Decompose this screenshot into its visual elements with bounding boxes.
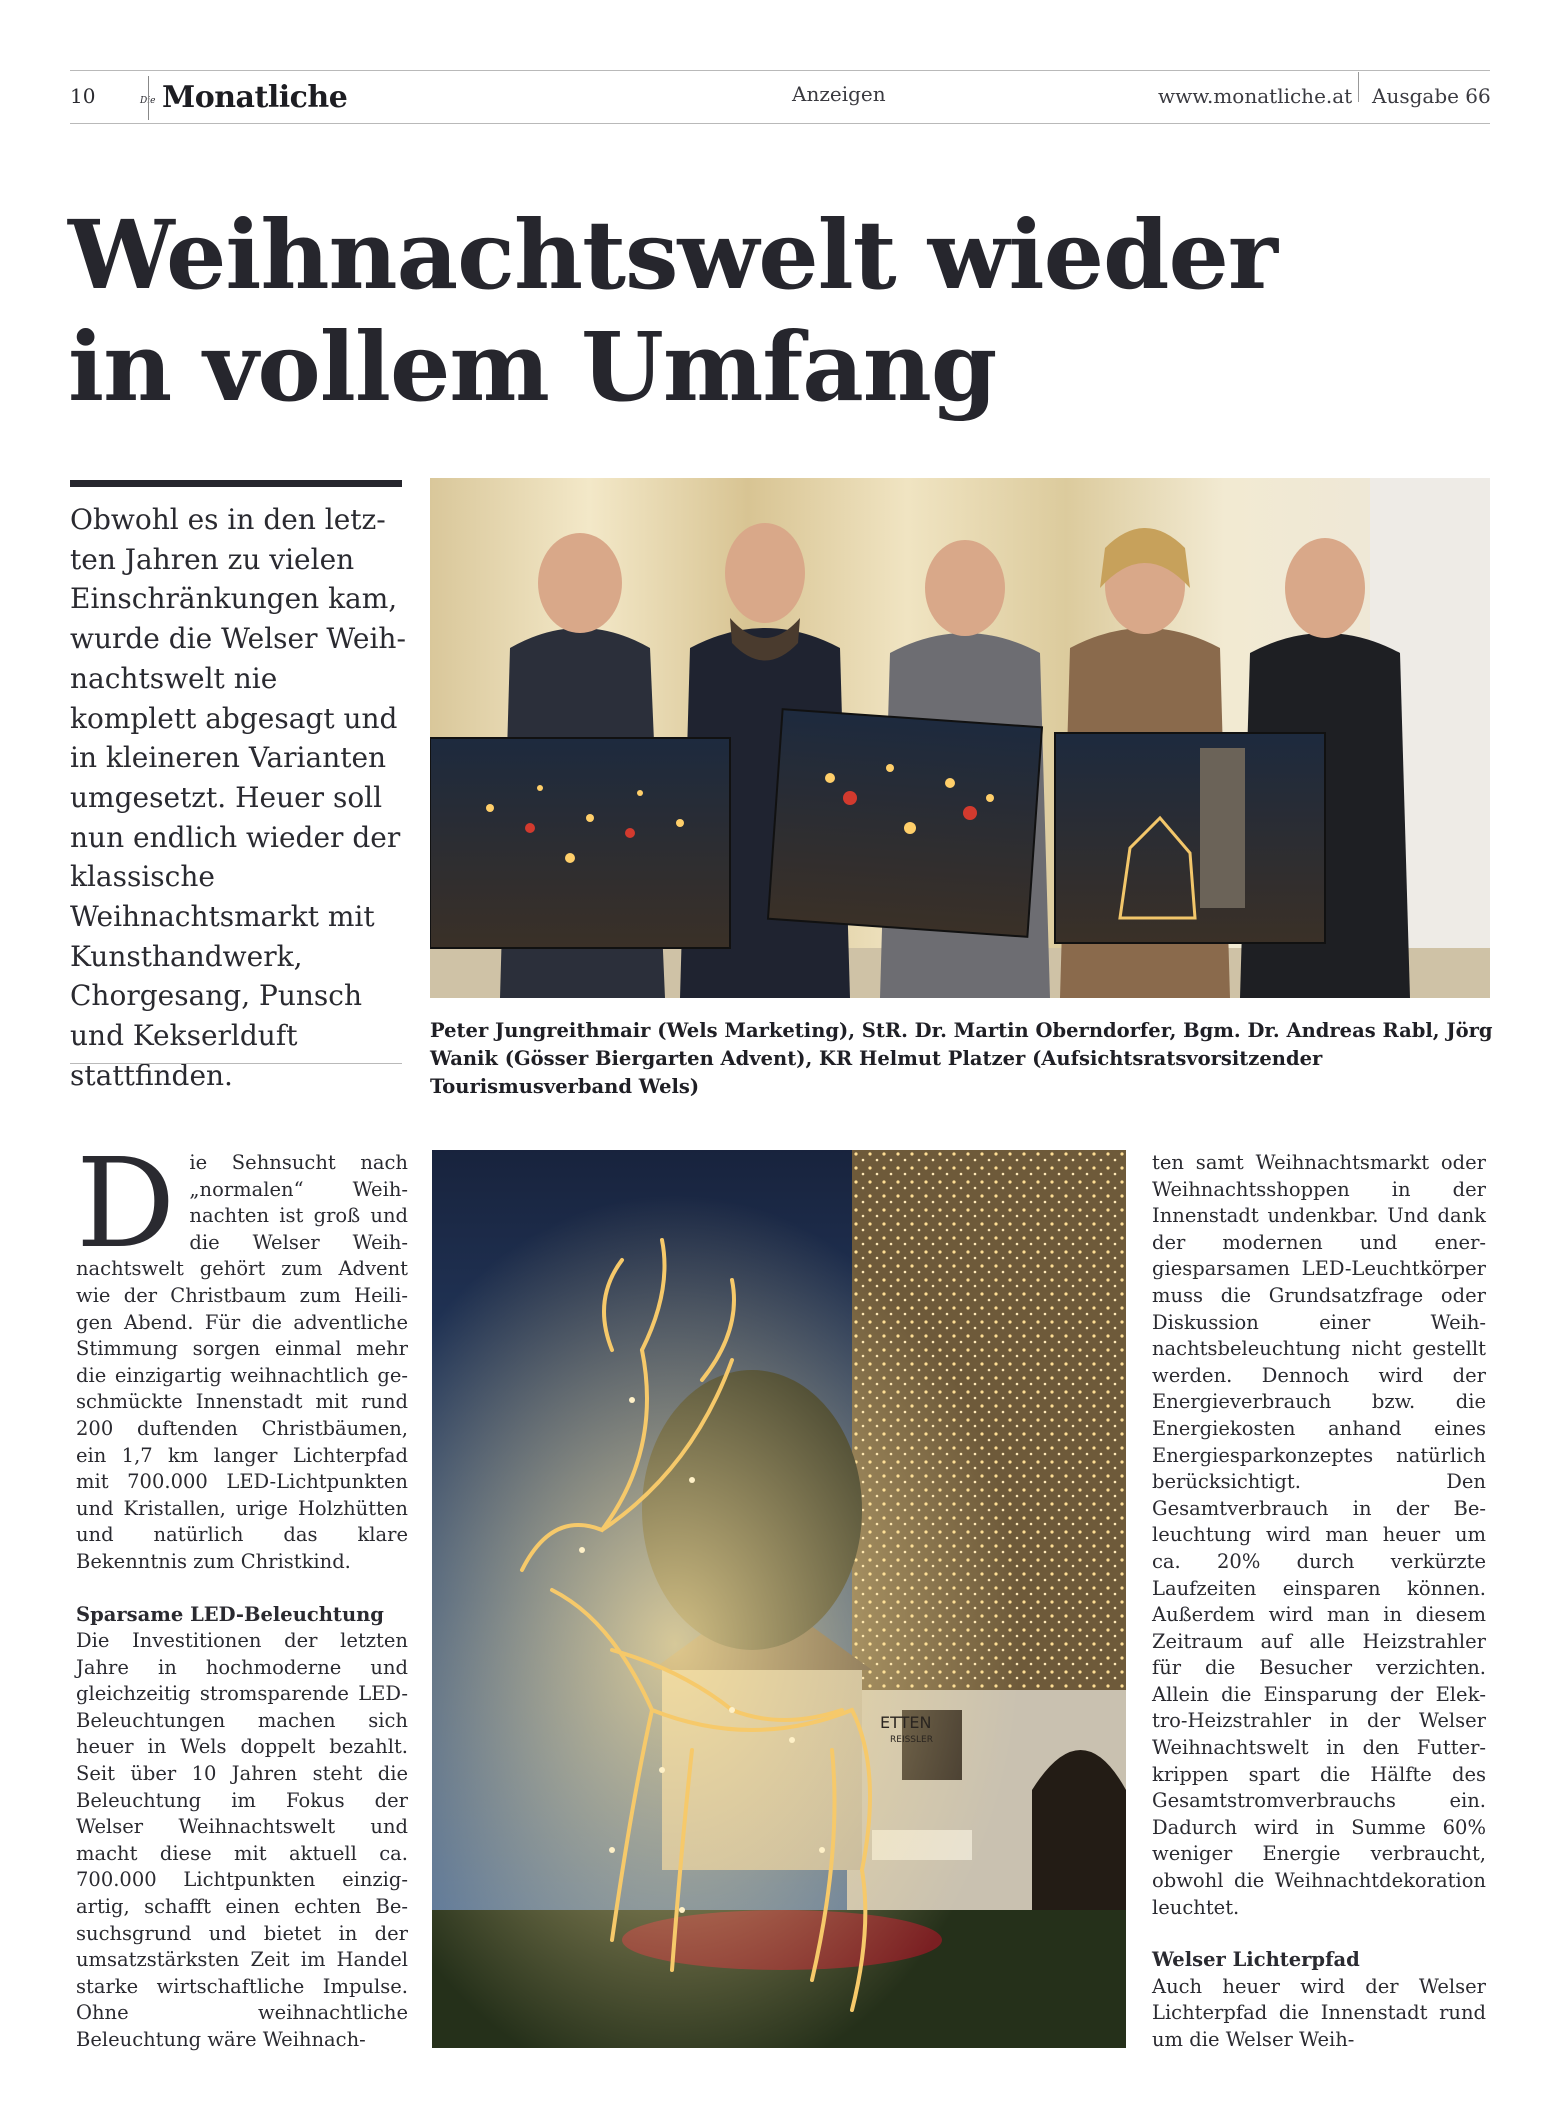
logo-name: Monatliche	[162, 80, 348, 115]
logo-divider	[148, 76, 149, 120]
headline	[68, 200, 1368, 424]
intro-text: Obwohl es in den letzten Jahren zu vielen Einschränkungen kam, wurde die Welser Weihnachtswelt nie komplett abgesagt und in kleineren Varianten umgesetzt. Heuer soll nun endlich wieder der klassische Weihnachtsmarkt mit Kunsthandwerk, Chorgesang, Punsch und Kekserlduft stattfinden.	[70, 503, 406, 1092]
issue-label: Ausgabe 66	[1372, 84, 1491, 108]
subheading-lichterpfad: Welser Lichterpfad	[1152, 1948, 1360, 1972]
body-column-1	[76, 1132, 408, 2054]
headline-line-1: Weihnachtswelt wieder	[68, 200, 1277, 311]
section-label: Anzeigen	[792, 82, 886, 106]
logo-prefix: Die	[140, 96, 156, 106]
building-sign-sub: REISSLER	[890, 1735, 933, 1745]
header-rule-bottom	[70, 123, 1490, 124]
paragraph-1	[76, 1132, 408, 1576]
header-rule-top	[70, 70, 1490, 71]
body-column-3	[1152, 1150, 1486, 2054]
photo-caption: Peter Jungreithmair (Wels Marketing), StR. Dr. Martin Oberndorfer, Bgm. Dr. Andreas Rabl, Jörg Wanik (Gösser Biergarten Advent), KR Helmut Platzer (Aufsichtsratsvorsitzender Tourismusverband Wels)	[430, 1019, 1493, 1098]
paragraph-3: ten samt Weihnachtsmarkt oder Weihnachtsshoppen in der Innenstadt undenkbar. Und dank der modernen und energiesparsamen LED-Leuchtkörper muss die Grundsatzfrage oder Diskussion einer Weihnachtsbeleuchtung nicht gestellt werden. Dennoch wird der Energieverbrauch bzw. die Energiekosten anhand eines Energiesparkonzeptes natürlich berücksichtigt. Den Gesamtverbrauch in der Beleuchtung wird man heuer um ca. 20% durch verkürzte Laufzeiten einsparen können. Außerdem wird man in diesem Zeitraum auf alle Heizstrahler für die Besucher verzichten. Allein die Einsparung der Elektro-Heizstrahler in der Welser Weihnachtswelt in den Futterkrippen spart die Hälfte des Gesamtstromverbrauchs ein. Dadurch wird in Summe 60% weniger Energie verbraucht, obwohl die Weihnachtdekoration leuchtet.	[1152, 1151, 1486, 1919]
paragraph-1-text: ie Sehnsucht nach „normalen“ Weihnachten ist groß und die Welser Weihnachtswelt gehört zum Advent wie der Christbaum zum Heiligen Abend. Für die adventliche Stimmung sorgen einmal mehr die einzigartig weihnachtlich geschmückte Innenstadt mit rund 200 duftenden Christbäumen, ein 1,7 km langer Lichterpfad mit 700.000 LED-Lichtpunkten und Kristallen, urige Holzhütten und natürlich das klare Bekenntnis zum Christkind.	[76, 1151, 408, 1573]
intro-rule	[70, 480, 402, 487]
paragraph-2: Die Investitionen der letzten Jahre in hochmoderne und gleichzeitig stromsparende LED-Beleuchtungen machen sich heuer in Wels doppelt bezahlt. Seit über 10 Jahren steht die Beleuchtung im Fokus der Welser Weihnachtswelt und macht diese mit aktuell ca. 700.000 Lichtpunkten einzigartig, schafft einen echten Besuchsgrund und bietet in der umsatzstärksten Zeit im Handel starke wirtschaftliche Impulse. Ohne weihnachtliche Beleuchtung wäre Weihnach-	[76, 1629, 408, 2051]
building-sign: ETTEN	[880, 1713, 932, 1732]
intro-bottom-rule	[70, 1063, 402, 1064]
drop-cap: D	[76, 1132, 176, 1276]
website-url: www.monatliche.at	[1158, 84, 1353, 108]
group-photo	[430, 478, 1490, 998]
subheading-led: Sparsame LED-Beleuchtung	[76, 1602, 384, 1626]
paragraph-4: Auch heuer wird der Welser Lichterpfad die Innenstadt rund um die Welser Weih-	[1152, 1974, 1486, 2051]
headline-line-2: in vollem Umfang	[68, 312, 997, 423]
reindeer-photo	[432, 1150, 1126, 2048]
page-number: 10	[70, 84, 96, 108]
header-divider	[1358, 72, 1359, 102]
